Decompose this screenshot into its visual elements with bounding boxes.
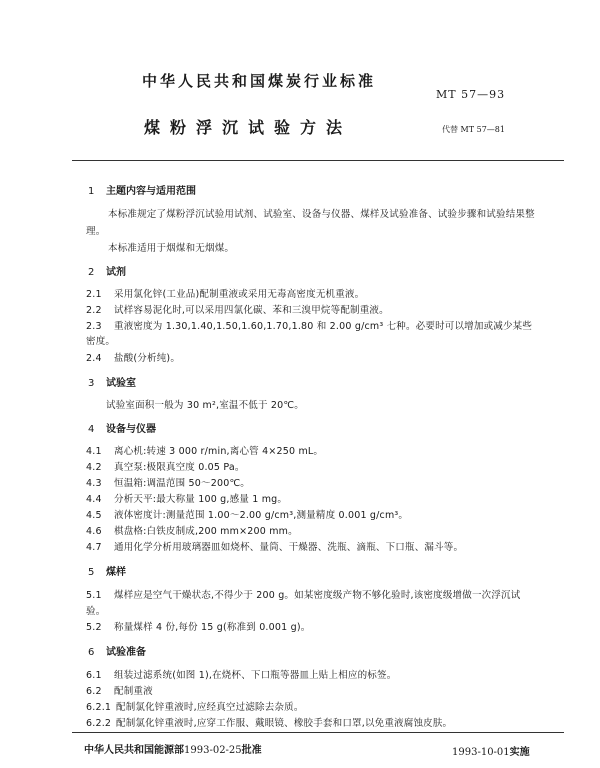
item-4-2: 4.2 真空泵:极限真空度 0.05 Pa。 bbox=[86, 462, 245, 473]
footer-implementation: 1993-10-01实施 bbox=[452, 747, 530, 758]
org-title: 中华人民共和国煤炭行业标准 bbox=[142, 72, 377, 90]
item-2-2: 2.2 试样容易泥化时,可以采用四氯化碳、苯和三溴甲烷等配制重液。 bbox=[86, 305, 389, 316]
section-3-paragraph: 试验室面积一般为 30 m²,室温不低于 20℃。 bbox=[106, 400, 304, 411]
section-1-heading: 1 主题内容与适用范围 bbox=[88, 186, 196, 197]
section-6-heading: 6 试验准备 bbox=[88, 647, 146, 658]
section-4-heading: 4 设备与仪器 bbox=[88, 424, 156, 435]
item-4-1: 4.1 离心机:转速 3 000 r/min,离心管 4×250 mL。 bbox=[86, 446, 324, 457]
item-2-4: 2.4 盐酸(分析纯)。 bbox=[86, 353, 181, 364]
section-1-paragraph-1: 本标准规定了煤粉浮沉试验用试剂、试验室、设备与仪器、煤样及试验准备、试验步骤和试验结果整 bbox=[108, 209, 535, 220]
section-1-paragraph-2: 本标准适用于烟煤和无烟煤。 bbox=[108, 243, 235, 254]
item-6-2: 6.2 配制重液 bbox=[86, 686, 153, 697]
item-4-5: 4.5 液体密度计:测量范围 1.00～2.00 g/cm³,测量精度 0.001 g/cm³。 bbox=[86, 510, 409, 521]
item-5-1-cont: 验。 bbox=[86, 606, 106, 617]
document-title: 煤粉浮沉试验方法 bbox=[144, 118, 353, 137]
item-4-6: 4.6 棋盘格:白铁皮制成,200 mm×200 mm。 bbox=[86, 526, 298, 537]
section-5-heading: 5 煤样 bbox=[88, 567, 126, 578]
section-2-heading: 2 试剂 bbox=[88, 267, 126, 278]
item-4-4: 4.4 分析天平:最大称量 100 g,感量 1 mg。 bbox=[86, 494, 288, 505]
standard-code: MT 57—93 bbox=[436, 88, 506, 101]
item-5-1: 5.1 煤样应是空气干燥状态,不得少于 200 g。如某密度级产物不够化验时,该密度级增做一次浮沉试 bbox=[86, 590, 521, 601]
header-rule bbox=[72, 160, 564, 161]
item-6-1: 6.1 组装过滤系统(如图 1),在烧杯、下口瓶等器皿上贴上相应的标签。 bbox=[86, 670, 397, 681]
footer-approval: 中华人民共和国能源部1993-02-25批准 bbox=[84, 745, 262, 756]
item-2-3: 2.3 重液密度为 1.30,1.40,1.50,1.60,1.70,1.80 和 2.00 g/cm³ 七种。必要时可以增加或减少某些 bbox=[86, 321, 533, 332]
section-1-paragraph-1-cont: 理。 bbox=[86, 226, 106, 237]
item-6-2-1: 6.2.1 配制氯化锌重液时,应经真空过滤除去杂质。 bbox=[86, 702, 304, 713]
replaces-note: 代替 MT 57—81 bbox=[442, 125, 505, 134]
item-6-2-2: 6.2.2 配制氯化锌重液时,应穿工作服、戴眼镜、橡胶手套和口罩,以免重液腐蚀皮肤。 bbox=[86, 718, 453, 729]
footer-rule bbox=[72, 732, 564, 733]
item-2-3-cont: 密度。 bbox=[86, 336, 116, 347]
section-3-heading: 3 试验室 bbox=[88, 378, 136, 389]
item-5-2: 5.2 称量煤样 4 份,每份 15 g(称准到 0.001 g)。 bbox=[86, 622, 311, 633]
item-4-7: 4.7 通用化学分析用玻璃器皿如烧杯、量筒、干燥器、洗瓶、滴瓶、下口瓶、漏斗等。 bbox=[86, 542, 464, 553]
item-4-3: 4.3 恒温箱:调温范围 50～200℃。 bbox=[86, 478, 251, 489]
item-2-1: 2.1 采用氯化锌(工业品)配制重液或采用无毒高密度无机重液。 bbox=[86, 289, 365, 300]
